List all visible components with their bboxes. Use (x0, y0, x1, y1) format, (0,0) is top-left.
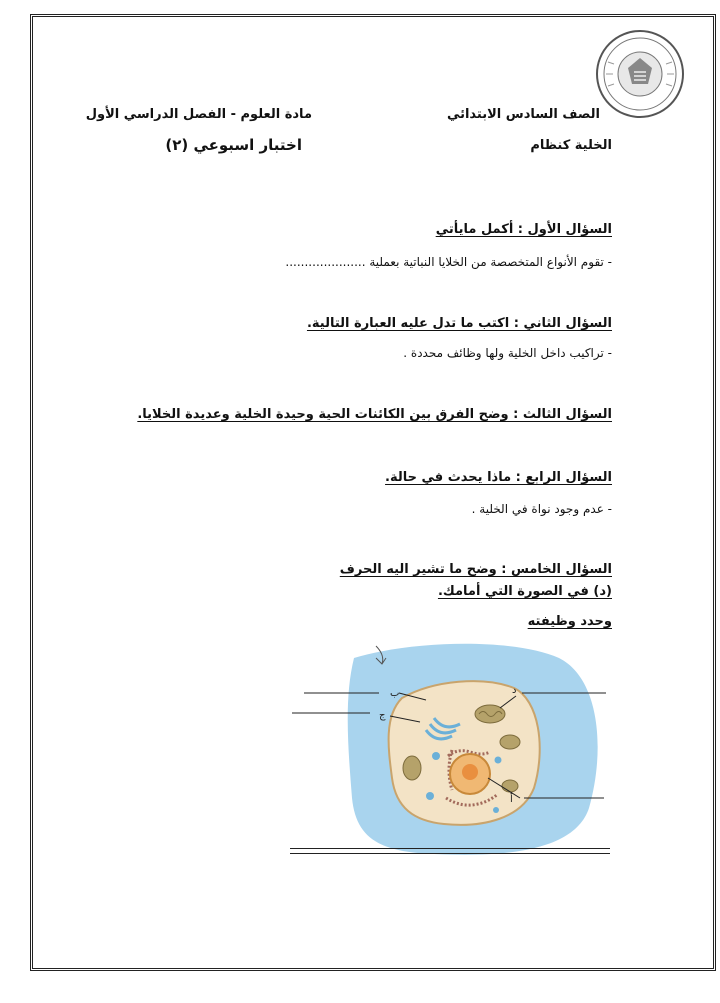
question-2-item: - تراكيب داخل الخلية ولها وظائف محددة . (403, 346, 612, 360)
grade-label: الصف السادس الابتدائي (446, 107, 600, 122)
question-4-title: السؤال الرابع : ماذا يحدث في حالة. (385, 470, 612, 485)
vacuole (493, 807, 499, 813)
question-4-item: - عدم وجود نواة في الخلية . (471, 502, 612, 516)
question-3-title: السؤال الثالث : وضح الفرق بين الكائنات الحية وحيدة الخلية وعديدة الخلايا. (137, 407, 612, 422)
label-a: أ (510, 794, 513, 805)
animal-cell-diagram (284, 638, 614, 858)
quiz-title: اختبار اسبوعي (٢) (165, 136, 302, 154)
nucleolus (462, 764, 478, 780)
mitochondrion (502, 780, 518, 792)
ministry-logo (594, 28, 686, 120)
question-2-title: السؤال الثاني : اكتب ما تدل عليه العبارة التالية. (306, 316, 612, 331)
separator-line (290, 848, 610, 849)
question-5-title-line2: (د) في الصورة التي أمامك. (437, 584, 612, 599)
vacuole (495, 757, 502, 764)
unit-title: الخلية كنظام (530, 138, 612, 153)
label-d: د (512, 685, 517, 696)
question-1-title: السؤال الأول : أكمل مايأتي (435, 222, 612, 237)
cytoplasm (389, 681, 540, 825)
vacuole (432, 752, 440, 760)
question-1-item: - تقوم الأنواع المتخصصة من الخلايا النباتية بعملية ..................... (285, 255, 612, 269)
mitochondrion (403, 756, 421, 780)
subject-label: مادة العلوم - الفصل الدراسي الأول (85, 107, 312, 122)
label-j: ج (379, 710, 386, 721)
question-5-title-line1: السؤال الخامس : وضح ما تشير اليه الحرف (339, 562, 612, 577)
label-b: ب (390, 688, 400, 699)
mitochondrion (500, 735, 520, 749)
vacuole (426, 792, 434, 800)
separator-line (290, 853, 610, 854)
question-5-title-line3: وحدد وظيفته (527, 614, 612, 629)
